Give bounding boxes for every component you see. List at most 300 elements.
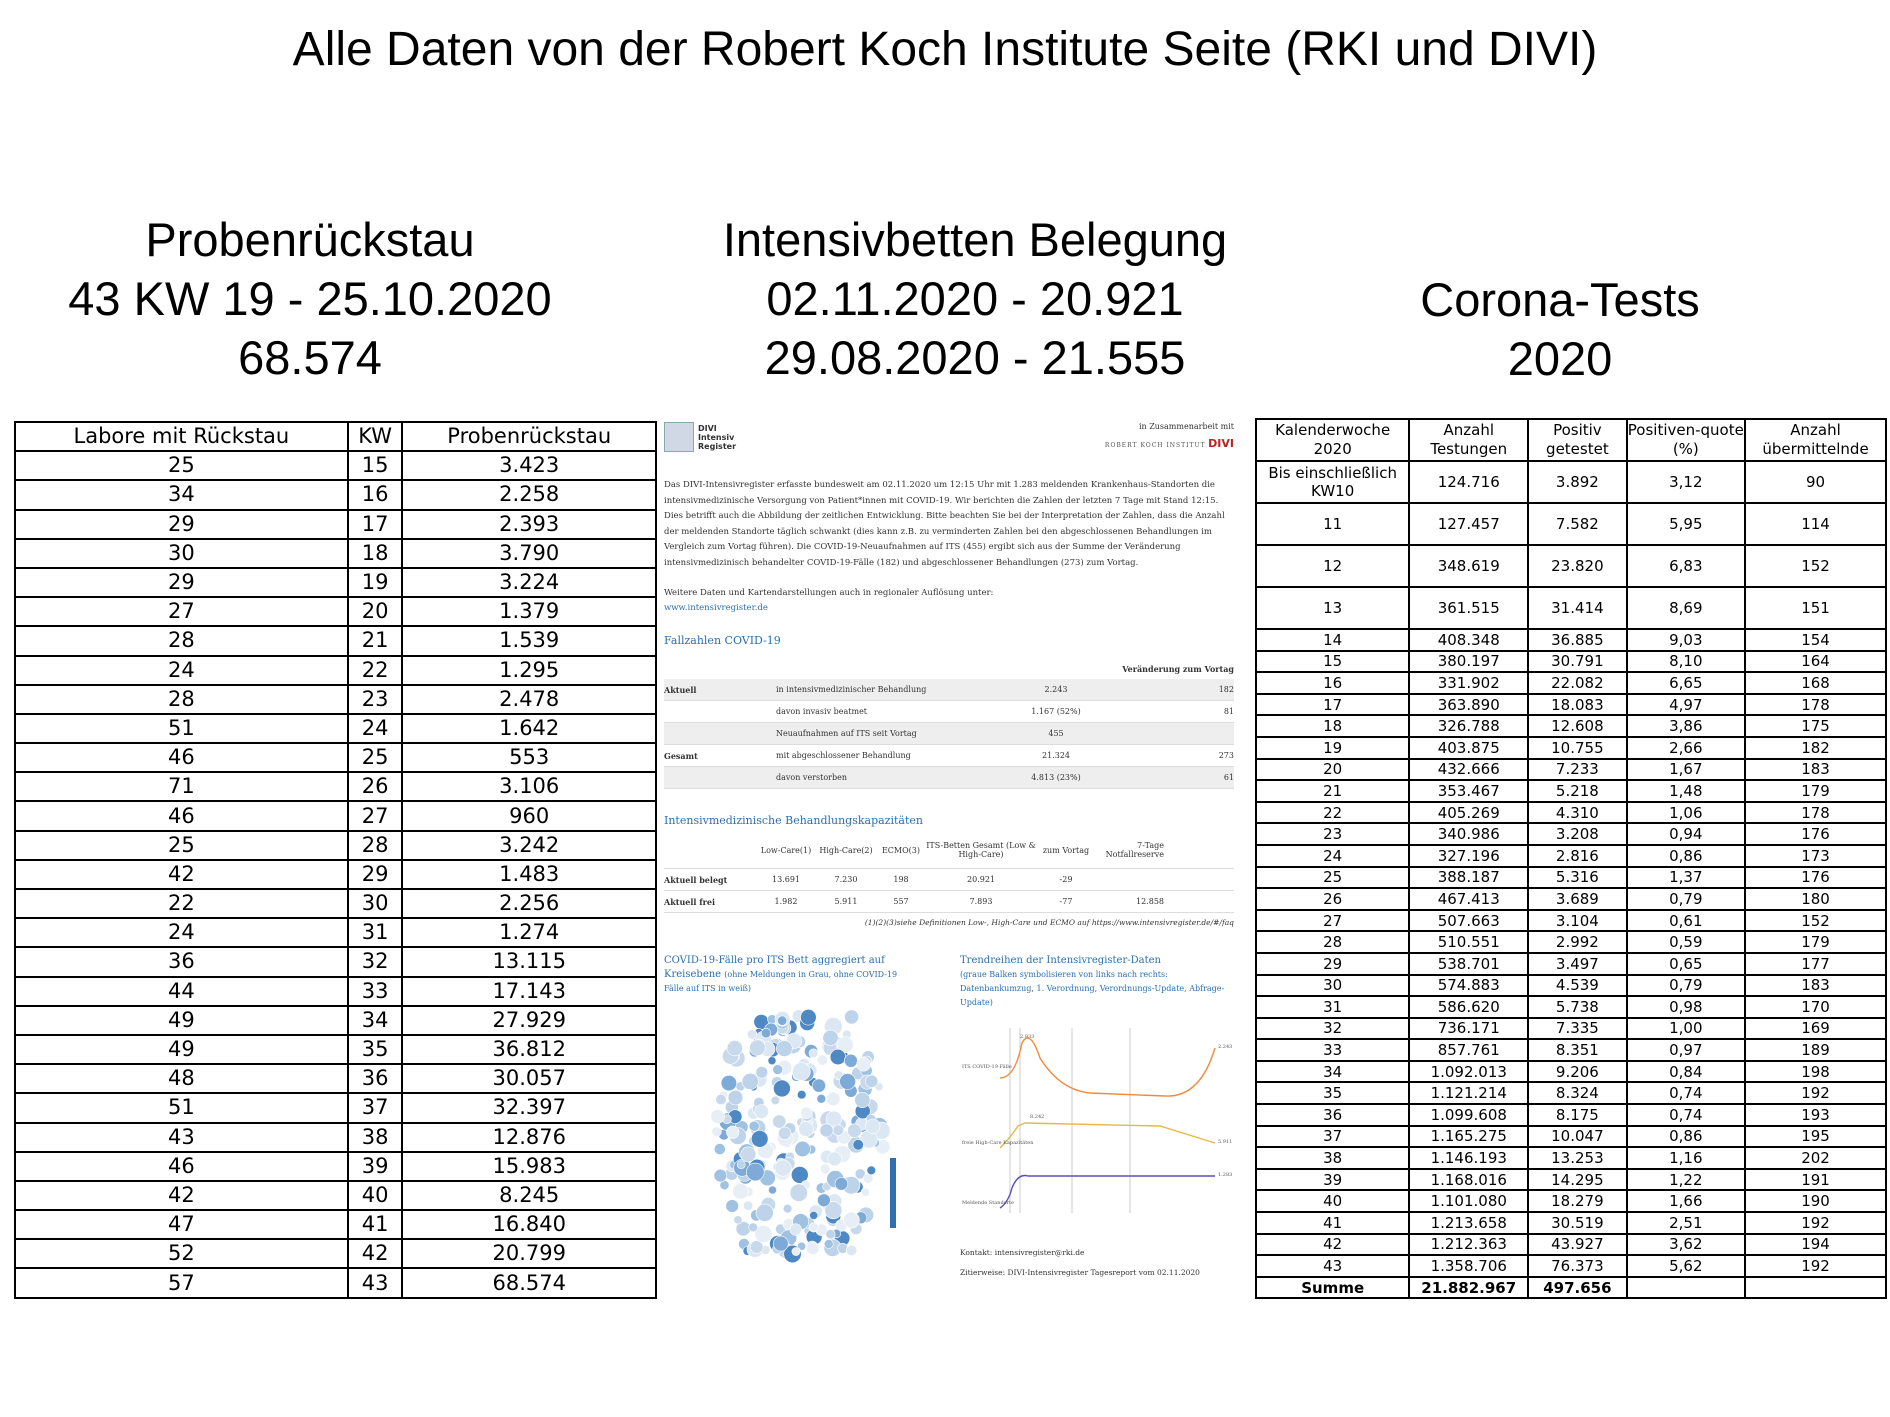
case-value: 2.243 <box>1044 685 1068 694</box>
table-cell: 8.245 <box>402 1181 656 1210</box>
table-cell: Bis einschließlich KW10 <box>1256 461 1409 503</box>
table-cell: 11 <box>1256 503 1409 545</box>
map-district <box>743 1201 753 1211</box>
table-cell: 46 <box>15 801 348 830</box>
table-row <box>15 1152 656 1181</box>
map-district <box>727 1040 742 1055</box>
table-cell: 51 <box>15 1093 348 1122</box>
case-label: mit abgeschlossener Behandlung <box>776 751 911 760</box>
map-subtitle: (ohne Meldungen in Grau, ohne COVID-19 Fälle auf ITS in weiß) <box>664 970 898 993</box>
table-cell: 57 <box>15 1268 348 1297</box>
table-cell: 22 <box>1256 802 1409 824</box>
table-row <box>1256 845 1886 867</box>
map-district <box>792 1247 800 1255</box>
table-cell: 380.197 <box>1409 651 1528 673</box>
map-district <box>835 1178 848 1191</box>
table-cell: 3.242 <box>402 831 656 860</box>
table-cell: 191 <box>1745 1169 1886 1191</box>
case-value: 21.324 <box>1042 751 1070 760</box>
table-row <box>1256 587 1886 629</box>
table-cell: 32.397 <box>402 1093 656 1122</box>
table-cell: 202 <box>1745 1147 1886 1169</box>
table-cell: 9,03 <box>1627 629 1745 651</box>
map-district <box>747 1029 757 1039</box>
table-row <box>1256 737 1886 759</box>
table-cell: 28 <box>348 831 403 860</box>
table-row <box>15 801 656 830</box>
capacity-cell: Aktuell frei <box>664 896 715 907</box>
table-row <box>1256 503 1886 545</box>
map-district <box>843 1212 859 1228</box>
table-cell: 0,74 <box>1627 1082 1745 1104</box>
divi-logo-text: DIVI <box>698 423 717 433</box>
capacity-footnote: (1)(2)(3)siehe Definitionen Low-, High-Care und ECMO auf https://www.intensivregister.de/#/faq <box>864 918 1234 927</box>
table-cell: 22 <box>15 889 348 918</box>
table-row <box>15 539 656 568</box>
map-district <box>793 1063 811 1081</box>
table-row <box>1256 545 1886 587</box>
table-cell: 39 <box>348 1152 403 1181</box>
table-cell: 31.414 <box>1528 587 1626 629</box>
table-cell: 2.256 <box>402 889 656 918</box>
divi-report <box>660 418 1238 1298</box>
map-district <box>750 1040 766 1056</box>
table-cell: 0,84 <box>1627 1061 1745 1083</box>
map-district <box>817 1055 827 1065</box>
table-row <box>1256 1061 1886 1083</box>
table-cell: 36.812 <box>402 1035 656 1064</box>
table-cell: 25 <box>1256 867 1409 889</box>
table-cell: 326.788 <box>1409 715 1528 737</box>
table-row <box>15 656 656 685</box>
table-cell: 23 <box>348 685 403 714</box>
table-cell: 17 <box>348 510 403 539</box>
map-district <box>714 1144 725 1155</box>
table-cell: 403.875 <box>1409 737 1528 759</box>
case-change: 273 <box>1218 751 1234 760</box>
tests-column-header: Anzahl Testungen <box>1409 419 1528 461</box>
case-value: 1.167 (52%) <box>1031 707 1081 716</box>
table-cell: 5.218 <box>1528 780 1626 802</box>
table-cell: 1.168.016 <box>1409 1169 1528 1191</box>
table-row <box>15 568 656 597</box>
table-cell: 0,98 <box>1627 996 1745 1018</box>
map-district <box>714 1169 727 1182</box>
more-info <box>664 586 1234 616</box>
table-cell: 43 <box>348 1268 403 1297</box>
case-label: davon invasiv beatmet <box>776 707 868 716</box>
table-cell: 1,48 <box>1627 780 1745 802</box>
table-cell: 22 <box>348 656 403 685</box>
table-cell: 14.295 <box>1528 1169 1626 1191</box>
map-district <box>776 1041 792 1057</box>
backlog-heading-line: Probenrückstau <box>145 213 475 266</box>
table-cell: 8.351 <box>1528 1039 1626 1061</box>
icu-heading <box>655 210 1295 387</box>
table-cell: 35 <box>1256 1082 1409 1104</box>
table-cell: 32 <box>348 947 403 976</box>
table-cell: 13.253 <box>1528 1147 1626 1169</box>
table-cell: 33 <box>1256 1039 1409 1061</box>
table-row <box>1256 759 1886 781</box>
table-cell: 31 <box>1256 996 1409 1018</box>
table-cell: 3.497 <box>1528 953 1626 975</box>
table-cell: 30.057 <box>402 1064 656 1093</box>
table-row <box>1256 931 1886 953</box>
tests-heading <box>1360 270 1760 388</box>
table-cell: 31 <box>348 918 403 947</box>
case-row <box>664 745 1234 767</box>
tests-column-header: Positiv getestet <box>1528 419 1626 461</box>
case-row <box>664 723 1234 745</box>
table-cell: 151 <box>1745 587 1886 629</box>
capacity-cell: 198 <box>893 875 909 884</box>
map-district <box>812 1079 825 1092</box>
table-cell: 0,59 <box>1627 931 1745 953</box>
map-district <box>761 1028 771 1038</box>
map-title <box>664 954 904 996</box>
table-cell: 6,83 <box>1627 545 1745 587</box>
icu-heading-line: 29.08.2020 - 21.555 <box>764 331 1186 384</box>
table-cell: 38 <box>348 1123 403 1152</box>
table-cell: 24 <box>15 918 348 947</box>
table-cell: 183 <box>1745 759 1886 781</box>
sum-row <box>1256 1277 1886 1299</box>
table-row <box>1256 629 1886 651</box>
table-row <box>1256 1082 1886 1104</box>
table-cell: 192 <box>1745 1212 1886 1234</box>
more-info-text: Weitere Daten und Kartendarstellungen auch in regionaler Auflösung unter: <box>664 588 994 598</box>
table-cell: 40 <box>348 1181 403 1210</box>
table-cell: 16.840 <box>402 1210 656 1239</box>
table-cell: 15 <box>348 451 403 480</box>
backlog-column-header: Probenrückstau <box>402 422 656 451</box>
table-cell: 405.269 <box>1409 802 1528 824</box>
table-cell: 1.539 <box>402 626 656 655</box>
table-cell: 3.790 <box>402 539 656 568</box>
table-cell: 193 <box>1745 1104 1886 1126</box>
trend-line-reporting-sites <box>1000 1176 1215 1209</box>
table-cell: 178 <box>1745 694 1886 716</box>
trend-value: 2.933 <box>1020 1034 1035 1040</box>
germany-map <box>690 1008 910 1268</box>
citation-text: Zitierweise: DIVI-Intensivregister Tagesreport vom 02.11.2020 <box>960 1268 1200 1277</box>
table-row <box>1256 1234 1886 1256</box>
table-cell: 574.883 <box>1409 975 1528 997</box>
map-district <box>751 1131 768 1148</box>
icu-heading-line: 02.11.2020 - 20.921 <box>766 272 1184 325</box>
map-district <box>773 1080 790 1097</box>
table-row <box>1256 867 1886 889</box>
table-cell: 30 <box>15 539 348 568</box>
table-cell: 960 <box>402 801 656 830</box>
capacity-column-header: ITS-Betten Gesamt (Low & High-Care) <box>926 841 1036 859</box>
trend-value: 1.283 <box>1218 1172 1233 1178</box>
table-row <box>15 626 656 655</box>
table-cell: 177 <box>1745 953 1886 975</box>
capacity-row <box>664 869 1234 891</box>
table-cell: 39 <box>1256 1169 1409 1191</box>
rki-logo: ROBERT KOCH INSTITUT <box>1104 442 1206 449</box>
table-row <box>15 1239 656 1268</box>
map-district <box>840 1074 856 1090</box>
map-district <box>768 1186 776 1194</box>
table-cell: 180 <box>1745 888 1886 910</box>
table-cell: 43 <box>1256 1255 1409 1277</box>
backlog-heading-line: 43 KW 19 - 25.10.2020 <box>68 272 552 325</box>
table-row <box>1256 888 1886 910</box>
table-cell: 30 <box>348 889 403 918</box>
table-cell: 36 <box>15 947 348 976</box>
table-cell: 1.146.193 <box>1409 1147 1528 1169</box>
table-cell: 36.885 <box>1528 629 1626 651</box>
table-cell: 182 <box>1745 737 1886 759</box>
table-cell: 3.208 <box>1528 823 1626 845</box>
table-cell: 3.689 <box>1528 888 1626 910</box>
divi-partner-logo: DIVI <box>1208 437 1234 450</box>
capacity-cell: 12.858 <box>1136 897 1164 906</box>
table-cell: 9.206 <box>1528 1061 1626 1083</box>
map-district <box>768 1057 776 1065</box>
table-cell: 28 <box>1256 931 1409 953</box>
section-cases-title: Fallzahlen COVID-19 <box>664 634 781 647</box>
trend-label: ITS COVID-19 Fälle <box>962 1064 1012 1070</box>
map-district <box>790 1184 808 1202</box>
table-row <box>15 947 656 976</box>
sum-cell <box>1745 1277 1886 1299</box>
table-row <box>1256 802 1886 824</box>
map-district <box>855 1092 870 1107</box>
map-district <box>742 1073 758 1089</box>
capacity-cell: 7.893 <box>969 897 993 906</box>
table-cell: 178 <box>1745 802 1886 824</box>
map-district <box>778 1127 791 1140</box>
case-group: Aktuell <box>664 684 697 695</box>
case-label: davon verstorben <box>776 773 847 782</box>
cases-change-header: Veränderung zum Vortag <box>1122 663 1234 674</box>
map-district <box>806 1242 819 1255</box>
map-district <box>817 1194 830 1207</box>
table-cell: 5,62 <box>1627 1255 1745 1277</box>
table-cell: 30 <box>1256 975 1409 997</box>
table-cell: 5.316 <box>1528 867 1626 889</box>
table-row <box>1256 1126 1886 1148</box>
table-cell: 1.101.080 <box>1409 1190 1528 1212</box>
map-district <box>795 1141 811 1157</box>
sum-cell: 497.656 <box>1528 1277 1626 1299</box>
intensivregister-link[interactable]: www.intensivregister.de <box>664 603 768 613</box>
sum-cell: Summe <box>1256 1277 1409 1299</box>
table-row <box>1256 1018 1886 1040</box>
table-cell: 24 <box>348 714 403 743</box>
table-row <box>15 685 656 714</box>
map-district <box>733 1183 749 1199</box>
case-change: 61 <box>1223 773 1234 782</box>
map-district <box>737 1161 745 1169</box>
table-row <box>1256 780 1886 802</box>
table-cell: 34 <box>348 1006 403 1035</box>
table-cell: 0,65 <box>1627 953 1745 975</box>
table-cell: 194 <box>1745 1234 1886 1256</box>
table-row <box>15 714 656 743</box>
table-cell: 1,06 <box>1627 802 1745 824</box>
table-cell: 0,86 <box>1627 845 1745 867</box>
table-cell: 24 <box>1256 845 1409 867</box>
table-cell: 176 <box>1745 823 1886 845</box>
tests-table-header <box>1256 419 1886 461</box>
tests-column-header: Anzahl übermittelnde <box>1745 419 1886 461</box>
tests-column-header: Positiven-quote (%) <box>1627 419 1745 461</box>
capacity-row <box>664 891 1234 913</box>
table-cell: 1.212.363 <box>1409 1234 1528 1256</box>
table-row <box>1256 461 1886 503</box>
table-cell: 7.335 <box>1528 1018 1626 1040</box>
table-row <box>1256 1104 1886 1126</box>
map-district <box>749 1223 758 1232</box>
table-cell: 6,65 <box>1627 672 1745 694</box>
table-cell: 41 <box>348 1210 403 1239</box>
table-cell: 198 <box>1745 1061 1886 1083</box>
table-cell: 7.582 <box>1528 503 1626 545</box>
map-district <box>848 1124 862 1138</box>
case-row <box>664 679 1234 701</box>
table-cell: 3.106 <box>402 772 656 801</box>
table-cell: 52 <box>15 1239 348 1268</box>
table-cell: 40 <box>1256 1190 1409 1212</box>
table-cell: 361.515 <box>1409 587 1528 629</box>
capacity-header <box>664 832 1234 869</box>
map-district <box>845 1010 859 1024</box>
divi-logo-text: Intensiv <box>698 432 735 442</box>
map-district <box>756 1066 768 1078</box>
table-cell: 46 <box>15 1152 348 1181</box>
table-row <box>15 1093 656 1122</box>
map-district <box>844 1054 857 1067</box>
trend-title <box>960 954 1230 1010</box>
table-cell: 46 <box>15 743 348 772</box>
map-district <box>830 1049 846 1065</box>
table-row <box>15 860 656 889</box>
section-capacity-title: Intensivmedizinische Behandlungskapazitäten <box>664 814 923 827</box>
table-cell: 175 <box>1745 715 1886 737</box>
table-cell: 30.519 <box>1528 1212 1626 1234</box>
table-cell: 44 <box>15 977 348 1006</box>
table-cell: 3,86 <box>1627 715 1745 737</box>
map-district <box>828 1152 842 1166</box>
table-cell: 22.082 <box>1528 672 1626 694</box>
map-district <box>833 1125 844 1136</box>
case-group: Gesamt <box>664 750 698 761</box>
table-row <box>1256 910 1886 932</box>
table-cell: 20.799 <box>402 1239 656 1268</box>
table-cell: 0,86 <box>1627 1126 1745 1148</box>
map-district <box>809 1049 818 1058</box>
table-cell: 0,79 <box>1627 975 1745 997</box>
table-cell: 164 <box>1745 651 1886 673</box>
table-cell: 327.196 <box>1409 845 1528 867</box>
table-cell: 33 <box>348 977 403 1006</box>
table-cell: 331.902 <box>1409 672 1528 694</box>
map-district <box>756 1204 773 1221</box>
capacity-cell: 557 <box>893 897 909 906</box>
table-cell: 183 <box>1745 975 1886 997</box>
table-cell: 2.816 <box>1528 845 1626 867</box>
table-cell: 42 <box>348 1239 403 1268</box>
table-cell: 21 <box>348 626 403 655</box>
table-cell: 0,61 <box>1627 910 1745 932</box>
table-cell: 37 <box>1256 1126 1409 1148</box>
table-cell: 1,22 <box>1627 1169 1745 1191</box>
capacity-column-header: Low-Care(1) <box>760 845 812 855</box>
table-cell: 353.467 <box>1409 780 1528 802</box>
table-cell: 51 <box>15 714 348 743</box>
table-cell: 68.574 <box>402 1268 656 1297</box>
table-cell: 27 <box>15 597 348 626</box>
table-cell: 49 <box>15 1035 348 1064</box>
table-cell: 17 <box>1256 694 1409 716</box>
backlog-column-header: Labore mit Rückstau <box>15 422 348 451</box>
table-cell: 76.373 <box>1528 1255 1626 1277</box>
backlog-table <box>14 421 657 1299</box>
table-cell: 26 <box>1256 888 1409 910</box>
sum-cell <box>1627 1277 1745 1299</box>
map-district <box>778 1016 787 1025</box>
table-cell: 2,51 <box>1627 1212 1745 1234</box>
table-row <box>15 1181 656 1210</box>
table-row <box>15 1006 656 1035</box>
divi-logo <box>664 422 736 452</box>
table-cell: 32 <box>1256 1018 1409 1040</box>
table-cell: 47 <box>15 1210 348 1239</box>
table-cell: 25 <box>15 451 348 480</box>
table-cell: 1.295 <box>402 656 656 685</box>
table-cell: 12.608 <box>1528 715 1626 737</box>
table-cell: 27 <box>1256 910 1409 932</box>
table-cell: 2.393 <box>402 510 656 539</box>
map-district <box>820 1124 833 1137</box>
table-cell: 154 <box>1745 629 1886 651</box>
table-row <box>1256 975 1886 997</box>
table-cell: 7.233 <box>1528 759 1626 781</box>
map-district <box>826 1230 835 1239</box>
table-cell: 24 <box>15 656 348 685</box>
capacity-cell: 13.691 <box>772 875 800 884</box>
map-district <box>726 1126 739 1139</box>
table-cell: 467.413 <box>1409 888 1528 910</box>
table-cell: 3.104 <box>1528 910 1626 932</box>
table-cell: 152 <box>1745 910 1886 932</box>
map-district <box>857 1057 871 1071</box>
map-district <box>827 1092 841 1106</box>
table-cell: 42 <box>15 860 348 889</box>
map-district <box>771 1096 780 1105</box>
table-cell: 553 <box>402 743 656 772</box>
map-district <box>716 1094 727 1105</box>
table-row <box>15 597 656 626</box>
case-value: 455 <box>1048 729 1064 738</box>
table-cell: 1.121.214 <box>1409 1082 1528 1104</box>
table-cell: 168 <box>1745 672 1886 694</box>
table-cell: 1.213.658 <box>1409 1212 1528 1234</box>
map-district <box>773 1115 786 1128</box>
table-cell: 1.092.013 <box>1409 1061 1528 1083</box>
table-row <box>15 510 656 539</box>
table-row <box>1256 1147 1886 1169</box>
map-district <box>866 1075 878 1087</box>
table-cell: 17.143 <box>402 977 656 1006</box>
map-district <box>797 1090 806 1099</box>
table-row <box>15 480 656 509</box>
